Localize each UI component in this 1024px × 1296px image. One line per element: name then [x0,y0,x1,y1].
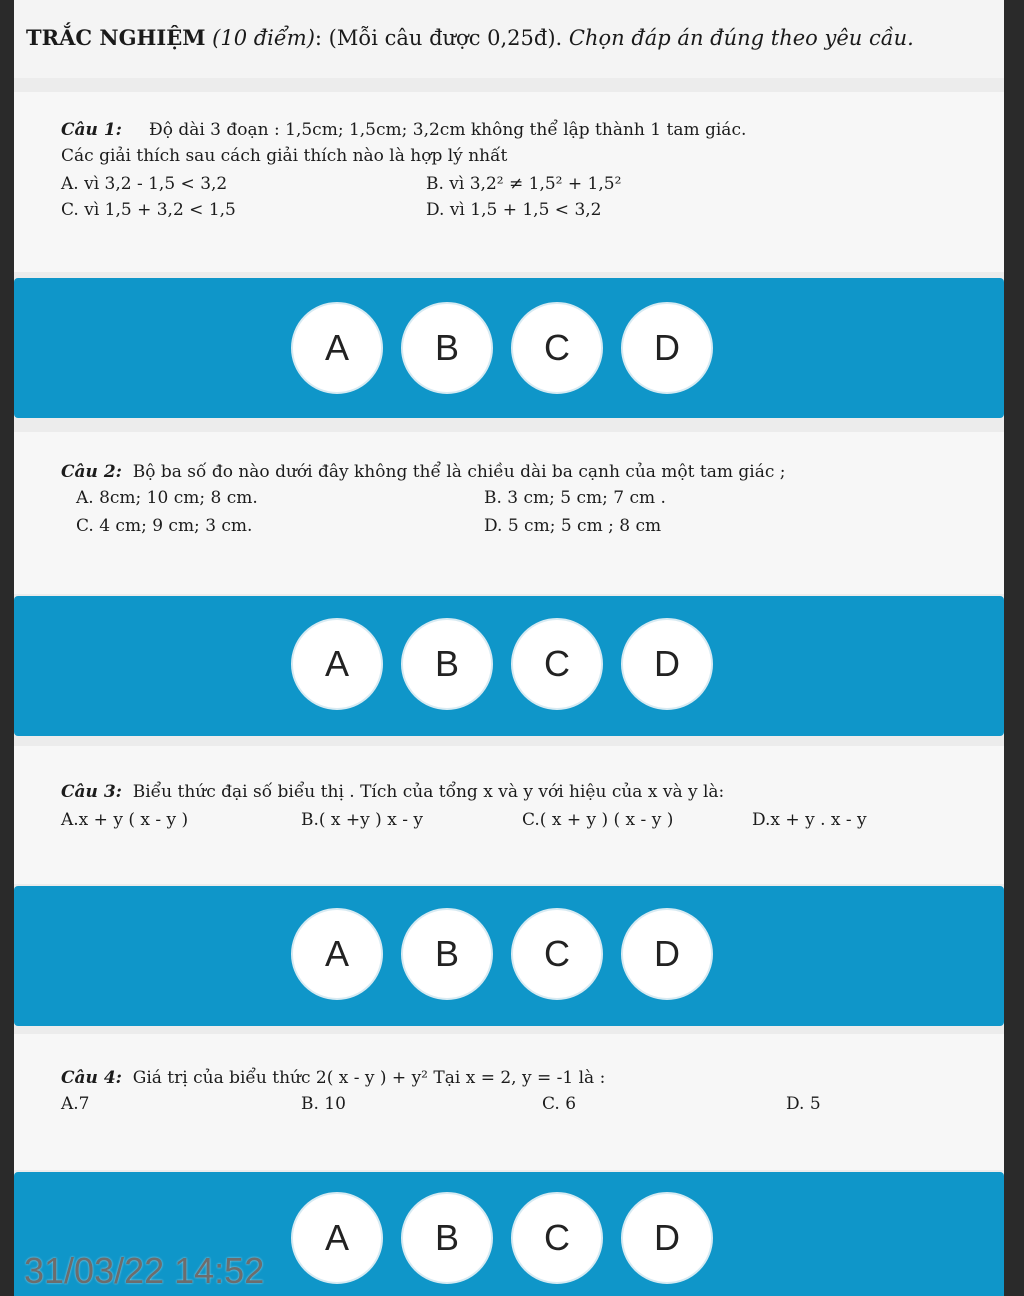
answer-a-button[interactable]: A [291,618,383,710]
question-1-text: Độ dài 3 đoạn : 1,5cm; 1,5cm; 3,2cm không thể lập thành 1 tam giác. [148,120,747,140]
question-3-text: Biểu thức đại số biểu thị . Tích của tổng x và y với hiệu của x và y là: [132,782,725,802]
question-2-stem [61,462,786,482]
question-1-stem [61,120,746,140]
photo-timestamp: 31/03/22 14:52 [24,1250,265,1291]
question-1-card [14,92,1004,272]
question-2-option-a: A. 8cm; 10 cm; 8 cm. [76,488,258,508]
answer-a-button[interactable]: A [291,302,383,394]
question-2-text: Bộ ba số đo nào dưới đây không thể là chiều dài ba cạnh của một tam giác ; [132,462,786,482]
quiz-page [14,0,1004,1296]
question-2-option-b: B. 3 cm; 5 cm; 7 cm . [484,488,666,508]
question-2-option-c: C. 4 cm; 9 cm; 3 cm. [76,516,253,536]
answer-c-button[interactable]: C [511,618,603,710]
question-4-card [14,1034,1004,1170]
question-3-stem [61,782,724,802]
question-3-card [14,746,1004,884]
answer-d-button[interactable]: D [621,1192,713,1284]
answer-band-1 [14,278,1004,418]
header-task: Chọn đáp án đúng theo yêu cầu. [568,26,914,50]
question-2-label: Câu 2: [61,462,122,482]
question-1-stem-line2: Các giải thích sau cách giải thích nào là hợp lý nhất [61,146,508,166]
answer-b-button[interactable]: B [401,618,493,710]
question-2-option-d: D. 5 cm; 5 cm ; 8 cm [484,516,662,536]
question-1-option-d: D. vì 1,5 + 1,5 < 3,2 [426,200,602,220]
answer-a-button[interactable]: A [291,908,383,1000]
answer-d-button[interactable]: D [621,302,713,394]
header-points: (10 điểm) [212,26,315,50]
question-3-option-d: D.x + y . x - y [752,810,867,830]
question-4-text: Giá trị của biểu thức 2( x - y ) + y² Tại x = 2, y = -1 là : [132,1068,606,1088]
question-1-option-a: A. vì 3,2 - 1,5 < 3,2 [61,174,228,194]
question-3-option-c: C.( x + y ) ( x - y ) [522,810,674,830]
answer-b-button[interactable]: B [401,1192,493,1284]
quiz-instructions [26,25,914,50]
question-3-label: Câu 3: [61,782,122,802]
answer-b-button[interactable]: B [401,908,493,1000]
answer-d-button[interactable]: D [621,618,713,710]
answer-band-3 [14,886,1004,1026]
header-note: : (Mỗi câu được 0,25đ). [314,26,563,50]
answer-c-button[interactable]: C [511,302,603,394]
question-2-card [14,432,1004,594]
answer-a-button[interactable]: A [291,1192,383,1284]
question-1-label: Câu 1: [61,120,122,140]
answer-c-button[interactable]: C [511,908,603,1000]
answer-band-2 [14,596,1004,736]
answer-c-button[interactable]: C [511,1192,603,1284]
question-4-option-c: C. 6 [542,1094,577,1114]
header-title: TRẮC NGHIỆM [26,25,206,50]
question-4-option-a: A.7 [61,1094,90,1114]
question-3-option-b: B.( x +y ) x - y [301,810,423,830]
question-4-option-d: D. 5 [786,1094,821,1114]
question-4-option-b: B. 10 [301,1094,346,1114]
answer-d-button[interactable]: D [621,908,713,1000]
question-4-stem [61,1068,605,1088]
question-1-option-c: C. vì 1,5 + 3,2 < 1,5 [61,200,236,220]
question-3-option-a: A.x + y ( x - y ) [61,810,189,830]
question-4-label: Câu 4: [61,1068,122,1088]
question-1-option-b: B. vì 3,2² ≠ 1,5² + 1,5² [426,174,622,194]
quiz-header [14,0,1004,78]
answer-b-button[interactable]: B [401,302,493,394]
